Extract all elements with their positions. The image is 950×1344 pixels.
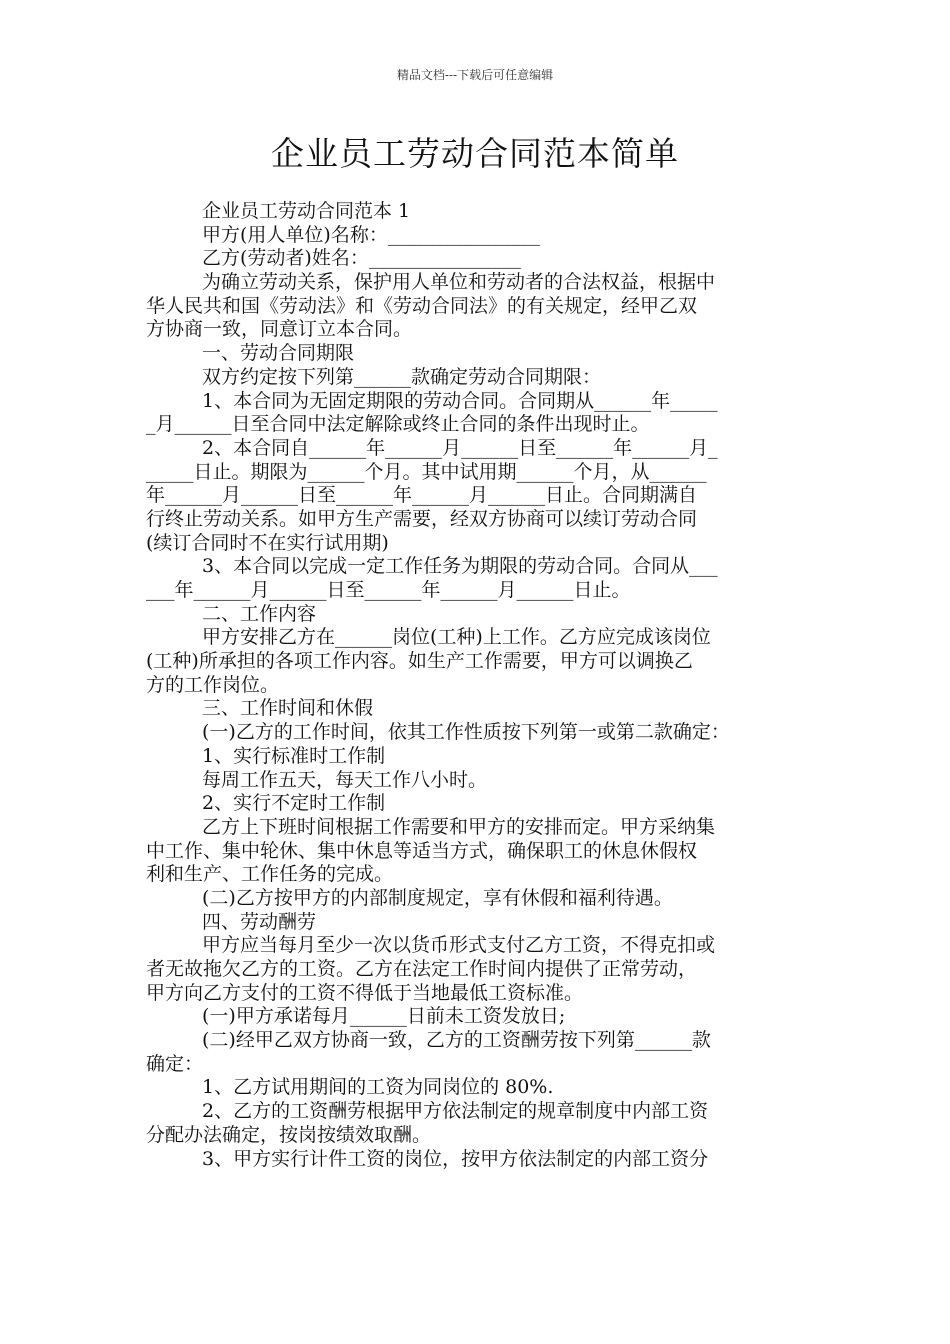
body-line: ___年______月______日至______年______月______日止。	[146, 579, 631, 601]
body-line: 乙方(劳动者)姓名：________________	[202, 247, 521, 270]
body-line: 为确立劳动关系，保护用人单位和劳动者的合法权益，根据中	[202, 271, 716, 294]
body-line: 乙方上下班时间根据工作需要和甲方的安排而定。甲方采纳集	[202, 815, 716, 838]
document-body	[146, 200, 810, 1171]
body-line: (二)乙方按甲方的内部制度规定，享有休假和福利待遇。	[202, 886, 673, 909]
body-line: 2、实行不定时工作制	[202, 792, 386, 815]
body-line: 华人民共和国《劳动法》和《劳动合同法》的有关规定，经甲乙双	[146, 294, 698, 317]
body-line: 双方约定按下列第______款确定劳动合同期限：	[202, 365, 602, 388]
body-line: 行终止劳动关系。如甲方生产需要，经双方协商可以续订劳动合同	[146, 507, 698, 530]
body-line: 利和生产、工作任务的完成。	[146, 863, 394, 886]
body-line: (一)乙方的工作时间，依其工作性质按下列第一或第二款确定：	[202, 721, 730, 744]
body-line: (二)经甲乙双方协商一致，乙方的工资酬劳按下列第______款	[202, 1029, 711, 1052]
body-line: 三、工作时间和休假	[202, 697, 374, 720]
body-line: 甲方安排乙方在______岗位(工种)上工作。乙方应完成该岗位	[202, 626, 711, 649]
body-line: 甲方(用人单位)名称：________________	[202, 223, 540, 246]
body-line: _____日止。期限为______个月。其中试用期______个月，从______	[146, 460, 707, 483]
body-line: 1、本合同为无固定期限的劳动合同。合同期从______年_____	[202, 389, 718, 412]
body-line: 分配办法确定，按岗按绩效取酬。	[146, 1123, 432, 1146]
body-line: (一)甲方承诺每月______日前未工资发放日;	[202, 1005, 566, 1028]
body-line: 3、甲方实行计件工资的岗位，按甲方依法制定的内部工资分	[202, 1147, 709, 1170]
body-line: 1、实行标准时工作制	[202, 744, 386, 767]
body-line: 方协商一致，同意订立本合同。	[146, 318, 413, 341]
page-header-note: 精品文档---下载后可任意编辑	[396, 68, 554, 82]
body-line: 甲方应当每月至少一次以货币形式支付乙方工资，不得克扣或	[202, 934, 716, 957]
body-line: 2、本合同自______年______月______日至______年______月_	[202, 436, 718, 459]
body-line: (续订合同时不在实行试用期)	[146, 531, 389, 554]
body-line: (工种)所承担的各项工作内容。如生产工作需要，甲方可以调换乙	[146, 650, 693, 673]
body-line: 3、本合同以完成一定工作任务为期限的劳动合同。合同从___	[202, 555, 718, 578]
body-line: 方的工作岗位。	[146, 673, 280, 696]
body-line: 2、乙方的工资酬劳根据甲方依法制定的规章制度中内部工资	[202, 1100, 709, 1123]
body-line: 确定：	[146, 1052, 204, 1075]
body-line: 1、乙方试用期间的工资为同岗位的 80%.	[202, 1076, 554, 1099]
body-line: 者无故拖欠乙方的工资。乙方在法定工作时间内提供了正常劳动，	[146, 958, 698, 980]
body-line: 一、劳动合同期限	[202, 342, 355, 365]
body-line: 企业员工劳动合同范本 1	[202, 200, 411, 222]
body-line: 年______月______日至______年______月______日止。合同期满自	[146, 484, 698, 507]
body-line: _月______日至合同中法定解除或终止合同的条件出现时止。	[146, 413, 650, 436]
body-line: 二、工作内容	[202, 602, 317, 625]
body-line: 甲方向乙方支付的工资不得低于当地最低工资标准。	[146, 981, 584, 1004]
document-title: 企业员工劳动合同范本简单	[271, 134, 679, 173]
body-line: 每周工作五天，每天工作八小时。	[202, 768, 488, 791]
body-line: 中工作、集中轮休、集中休息等适当方式，确保职工的休息休假权	[146, 839, 698, 862]
body-line: 四、劳动酬劳	[202, 910, 317, 933]
